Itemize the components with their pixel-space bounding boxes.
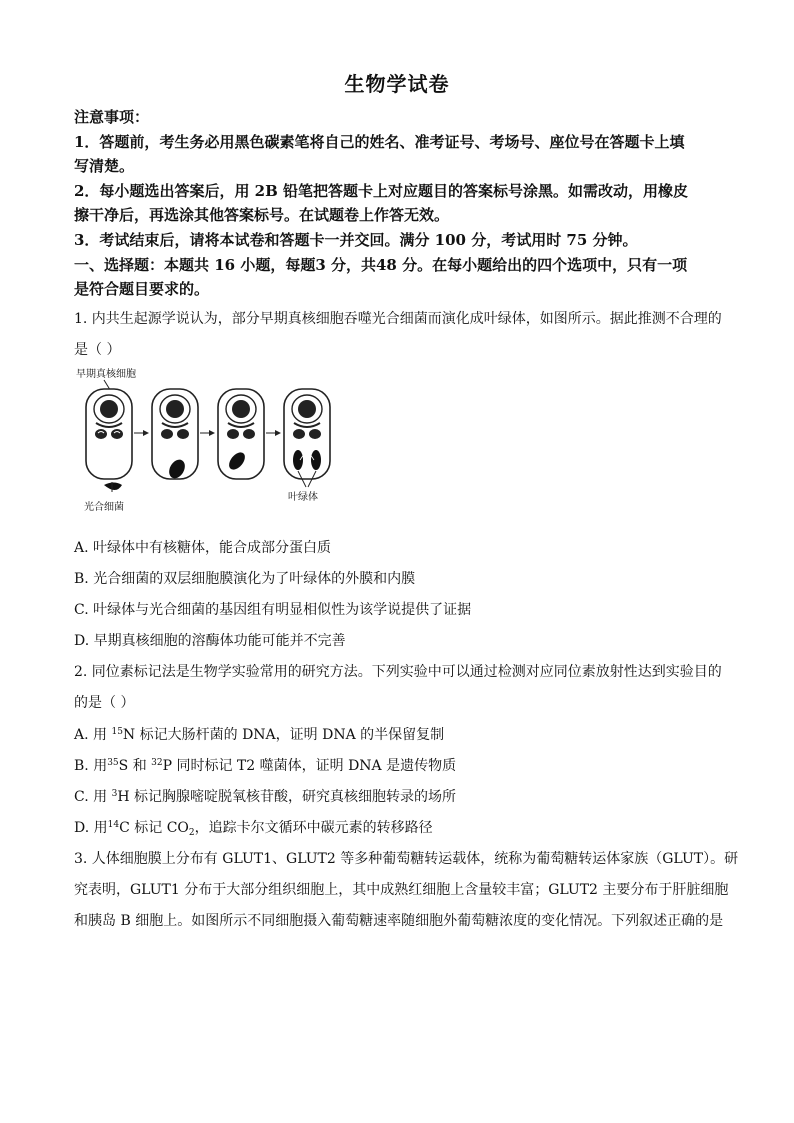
q2-stem-cont: 的是（ ） xyxy=(74,695,135,711)
cell-4 xyxy=(284,389,330,479)
page-title: 生物学试卷 xyxy=(344,72,450,96)
notice-item-1-cont: 写清楚。 xyxy=(74,157,135,175)
q2-option-a: A. 用 $^{15}$N 标记大肠杆菌的 DNA，证明 DNA 的半保留复制 xyxy=(74,727,445,743)
q1-option-c: C. 叶绿体与光合细菌的基因组有明显相似性为该学说提供了证据 xyxy=(74,602,472,618)
label-early-cell: 早期真核细胞 xyxy=(76,369,136,380)
q2-stem: 2. 同位素标记法是生物学实验常用的研究方法。下列实验中可以通过检测对应同位素放射性达到实验目的 xyxy=(74,664,722,680)
q1-option-b: B. 光合细菌的双层细胞膜演化为了叶绿体的外膜和内膜 xyxy=(74,571,416,587)
q3-stem-cont-2: 和胰岛 B 细胞上。如图所示不同细胞摄入葡萄糖速率随细胞外葡萄糖浓度的变化情况。下列叙述正确的是 xyxy=(74,913,724,929)
bacteria-shape xyxy=(104,483,122,491)
notice-heading: 注意事项： xyxy=(74,108,150,126)
q1-option-a: A. 叶绿体中有核糖体，能合成部分蛋白质 xyxy=(74,540,332,556)
q2-option-b: B. 用$^{35}$S 和 $^{32}$P 同时标记 T2 噬菌体，证明 DNA 是遗传物质 xyxy=(74,758,457,774)
notice-item-3: 3．考试结束后，请将本试卷和答题卡一并交回。满分 100 分，考试用时 75 分钟。 xyxy=(74,231,638,249)
q3-stem: 3. 人体细胞膜上分布有 GLUT1、GLUT2 等多种葡萄糖转运载体，统称为葡萄糖转运体家族（GLUT）。研 xyxy=(74,851,739,867)
cell-3 xyxy=(218,389,264,479)
cell-2 xyxy=(152,389,198,481)
endosymbiosis-diagram xyxy=(74,365,344,515)
label-chloroplast: 叶绿体 xyxy=(288,492,318,503)
section-heading: 一、选择题：本题共 16 小题，每题3 分，共48 分。在每小题给出的四个选项中，只有一项 xyxy=(74,256,688,274)
q1-option-d: D. 早期真核细胞的溶酶体功能可能并不完善 xyxy=(74,633,346,649)
notice-item-2: 2．每小题选出答案后，用 2B 铅笔把答题卡上对应题目的答案标号涂黑。如需改动，用橡皮 xyxy=(74,182,689,200)
q1-stem-cont: 是（ ） xyxy=(74,342,121,358)
label-bacteria: 光合细菌 xyxy=(84,502,124,513)
cell-1 xyxy=(86,389,132,479)
q1-stem: 1. 内共生起源学说认为，部分早期真核细胞吞噬光合细菌而演化成叶绿体，如图所示。据此推测不合理的 xyxy=(74,311,722,327)
notice-item-1: 1．答题前，考生务必用黑色碳素笔将自己的姓名、准考证号、考场号、座位号在答题卡上填 xyxy=(74,133,685,151)
notice-item-2-cont: 擦干净后，再选涂其他答案标号。在试题卷上作答无效。 xyxy=(74,206,450,224)
section-heading-cont: 是符合题目要求的。 xyxy=(74,280,210,298)
q2-option-d: D. 用$^{14}$C 标记 $CO_2$，追踪卡尔文循环中碳元素的转移路径 xyxy=(74,820,433,838)
q2-option-c: C. 用 $^3$H 标记胸腺嘧啶脱氧核苷酸，研究真核细胞转录的场所 xyxy=(74,789,456,805)
q3-stem-cont-1: 究表明，GLUT1 分布于大部分组织细胞上，其中成熟红细胞上含量较丰富；GLUT2 主要分布于肝脏细胞 xyxy=(74,882,729,898)
q1-figure xyxy=(74,365,344,515)
